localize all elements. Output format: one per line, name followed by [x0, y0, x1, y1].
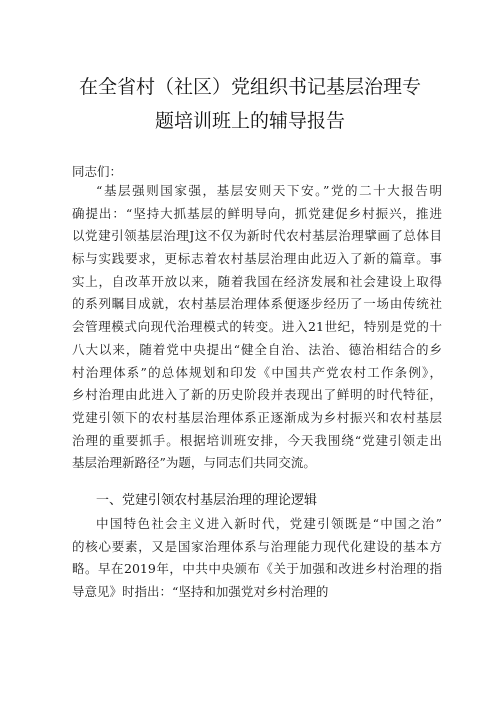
paragraph-line: 会管理模式向现代治理模式的转变。进入21世纪，特别是党的十: [72, 319, 442, 335]
section-heading-1: 一、党建引领农村基层治理的理论逻辑: [96, 493, 318, 508]
paragraph-line: 的核心要素，又是国家治理体系与治理能力现代化建设的基本方: [72, 538, 442, 554]
paragraph-section1: [72, 513, 442, 604]
paragraph-line: 治理的重要抓手。根据培训班安排，今天我围绕“党建引领走出: [72, 432, 442, 448]
paragraph-line: 八大以来，随着党中央提出“健全自治、法治、德治相结合的乡: [72, 341, 442, 357]
paragraph-line: 导意见》时指出：“坚持和加强党对乡村治理的: [72, 584, 329, 600]
paragraph-line: 村治理体系”的总体规划和印发《中国共产党农村工作条例》，: [72, 364, 442, 380]
paragraph-line: 中国特色社会主义进入新时代，党建引领既是“中国之治”: [96, 516, 442, 531]
paragraph-line: 略。早在2019年，中共中央颁布《关于加强和改进乡村治理的指: [72, 561, 442, 577]
salutation: 同志们：: [72, 164, 123, 179]
paragraph-intro: [72, 180, 442, 475]
paragraph-line: 党建引领下的农村基层治理体系正逐渐成为乡村振兴和农村基层: [72, 409, 442, 425]
paragraph-line: 乡村治理由此进入了新的历史阶段并表现出了鲜明的时代特征，: [72, 387, 442, 403]
document-title-line-2: 题培训班上的辅导报告: [154, 110, 345, 132]
paragraph-line: 基层治理新路径”为题，与同志们共同交流。: [72, 455, 316, 471]
paragraph-line: 以党建引领基层治理J这不仅为新时代农村基层治理擘画了总体目: [72, 228, 442, 244]
paragraph-line: “基层强则国家强，基层安则天下安。”党的二十大报告明: [96, 183, 442, 198]
paragraph-line: 确提出：“坚持大抓基层的鲜明导向，抓党建促乡村振兴，推进: [72, 205, 442, 221]
paragraph-line: 的系列瞩目成就，农村基层治理体系便逐步经历了一场由传统社: [72, 296, 442, 312]
document-title-line-1: 在全省村（社区）党组织书记基层治理专: [78, 76, 421, 98]
paragraph-line: 标与实践要求，更标志着农村基层治理由此迈入了新的篇章。事: [72, 251, 442, 267]
paragraph-line: 实上，自改革开放以来，随着我国在经济发展和社会建设上取得: [72, 273, 442, 289]
